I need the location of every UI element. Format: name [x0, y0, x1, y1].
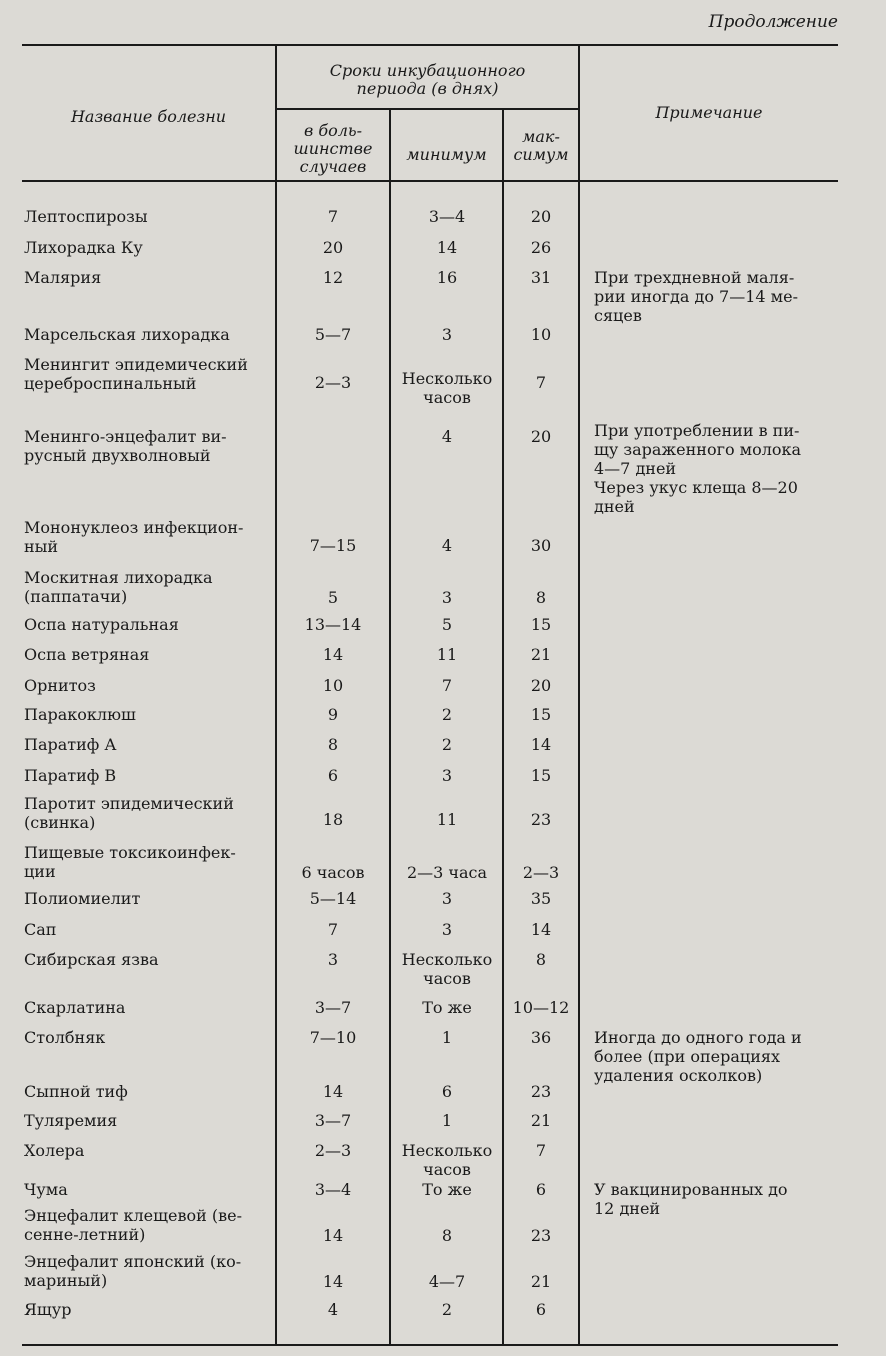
incubation-maximum-cell: 20: [530, 207, 552, 226]
incubation-most-cases-cell: 20: [322, 238, 344, 257]
incubation-most-cases-cell: 7: [327, 920, 339, 939]
incubation-most-cases-cell: 10: [322, 676, 344, 695]
incubation-minimum-cell: То же: [422, 998, 472, 1017]
incubation-minimum-cell: 6: [441, 1082, 453, 1101]
incubation-minimum-cell: 3: [441, 325, 453, 344]
incubation-minimum-cell: 2—3 часа: [406, 863, 488, 882]
incubation-most-cases-cell: 14: [322, 1082, 344, 1101]
disease-name-cell: Марсельская лихорадка: [24, 325, 230, 344]
col-header-max: мак- симум: [513, 127, 569, 164]
incubation-most-cases-cell: 5—14: [309, 889, 357, 908]
incubation-maximum-cell: 2—3: [522, 863, 560, 882]
incubation-most-cases-cell: 2—3: [314, 373, 352, 392]
incubation-maximum-cell: 23: [530, 1226, 552, 1245]
incubation-minimum-cell: 3: [441, 889, 453, 908]
incubation-maximum-cell: 31: [530, 268, 552, 287]
incubation-maximum-cell: 23: [530, 810, 552, 829]
note-cell: При трехдневной маля- рии иногда до 7—14 ме- сяцев: [594, 268, 798, 325]
incubation-most-cases-cell: 8: [327, 735, 339, 754]
disease-name-cell: Скарлатина: [24, 998, 126, 1017]
incubation-minimum-cell: 11: [436, 645, 458, 664]
incubation-minimum-cell: 14: [436, 238, 458, 257]
incubation-minimum-cell: 3—4: [428, 207, 466, 226]
incubation-minimum-cell: 3: [441, 766, 453, 785]
note-cell: При употреблении в пи- щу зараженного молока 4—7 дней Через укус клеща 8—20 дней: [594, 421, 802, 516]
incubation-minimum-cell: 1: [441, 1111, 453, 1130]
incubation-maximum-cell: 14: [530, 735, 552, 754]
disease-name-cell: Менингит эпидемический цереброспинальный: [24, 355, 248, 393]
incubation-most-cases-cell: 7—10: [309, 1028, 357, 1047]
incubation-maximum-cell: 10—12: [512, 998, 570, 1017]
incubation-most-cases-cell: 18: [322, 810, 344, 829]
incubation-most-cases-cell: 14: [322, 1272, 344, 1291]
note-cell: У вакцинированных до 12 дней: [594, 1180, 788, 1218]
incubation-maximum-cell: 36: [530, 1028, 552, 1047]
disease-name-cell: Чума: [24, 1180, 68, 1199]
incubation-most-cases-cell: 14: [322, 1226, 344, 1245]
incubation-maximum-cell: 26: [530, 238, 552, 257]
disease-name-cell: Малярия: [24, 268, 102, 287]
disease-name-cell: Москитная лихорадка (паппатачи): [24, 568, 213, 606]
incubation-most-cases-cell: 13—14: [304, 615, 362, 634]
col-header-min: минимум: [406, 145, 487, 164]
incubation-minimum-cell: 2: [441, 1300, 453, 1319]
disease-name-cell: Сибирская язва: [24, 950, 159, 969]
incubation-minimum-cell: 3: [441, 920, 453, 939]
incubation-minimum-cell: 16: [436, 268, 458, 287]
incubation-most-cases-cell: 3—4: [314, 1180, 352, 1199]
incubation-maximum-cell: 10: [530, 325, 552, 344]
incubation-minimum-cell: 2: [441, 735, 453, 754]
incubation-most-cases-cell: 5: [327, 588, 339, 607]
incubation-minimum-cell: 3: [441, 588, 453, 607]
incubation-most-cases-cell: 7: [327, 207, 339, 226]
disease-name-cell: Паратиф В: [24, 766, 117, 785]
incubation-maximum-cell: 23: [530, 1082, 552, 1101]
incubation-minimum-cell: 4: [441, 536, 453, 555]
col-header-most: в боль- шинстве случаев: [293, 121, 373, 176]
incubation-most-cases-cell: 3—7: [314, 1111, 352, 1130]
incubation-maximum-cell: 15: [530, 705, 552, 724]
incubation-minimum-cell: Несколько часов: [401, 950, 493, 988]
continuation-label: Продолжение: [708, 12, 838, 32]
incubation-most-cases-cell: 9: [327, 705, 339, 724]
incubation-most-cases-cell: 6: [327, 766, 339, 785]
incubation-minimum-cell: Несколько часов: [401, 369, 493, 407]
incubation-most-cases-cell: 5—7: [314, 325, 352, 344]
incubation-maximum-cell: 7: [535, 1141, 547, 1160]
disease-name-cell: Пищевые токсикоинфек- ции: [24, 843, 236, 881]
incubation-minimum-cell: То же: [422, 1180, 472, 1199]
disease-name-cell: Орнитоз: [24, 676, 96, 695]
incubation-minimum-cell: Несколько часов: [401, 1141, 493, 1179]
incubation-most-cases-cell: 2—3: [314, 1141, 352, 1160]
incubation-maximum-cell: 6: [535, 1180, 547, 1199]
disease-name-cell: Оспа натуральная: [24, 615, 179, 634]
disease-name-cell: Ящур: [24, 1300, 72, 1319]
incubation-maximum-cell: 14: [530, 920, 552, 939]
incubation-minimum-cell: 7: [441, 676, 453, 695]
disease-name-cell: Лихорадка Ку: [24, 238, 143, 257]
disease-name-cell: Паратиф А: [24, 735, 117, 754]
incubation-maximum-cell: 35: [530, 889, 552, 908]
disease-name-cell: Туляремия: [24, 1111, 118, 1130]
incubation-maximum-cell: 20: [530, 676, 552, 695]
disease-name-cell: Энцефалит японский (ко- мариный): [24, 1252, 242, 1290]
incubation-maximum-cell: 15: [530, 615, 552, 634]
incubation-maximum-cell: 20: [530, 427, 552, 446]
incubation-minimum-cell: 4: [441, 427, 453, 446]
incubation-minimum-cell: 5: [441, 615, 453, 634]
col-header-name: Название болезни: [70, 107, 227, 126]
incubation-maximum-cell: 15: [530, 766, 552, 785]
incubation-most-cases-cell: 12: [322, 268, 344, 287]
incubation-maximum-cell: 21: [530, 645, 552, 664]
incubation-most-cases-cell: 6 часов: [301, 863, 365, 882]
incubation-maximum-cell: 6: [535, 1300, 547, 1319]
incubation-most-cases-cell: 3: [327, 950, 339, 969]
disease-name-cell: Сап: [24, 920, 57, 939]
incubation-minimum-cell: 11: [436, 810, 458, 829]
disease-name-cell: Лептоспирозы: [24, 207, 148, 226]
disease-name-cell: Сыпной тиф: [24, 1082, 128, 1101]
incubation-most-cases-cell: 14: [322, 645, 344, 664]
disease-name-cell: Паротит эпидемический (свинка): [24, 794, 234, 832]
incubation-minimum-cell: 1: [441, 1028, 453, 1047]
disease-name-cell: Холера: [24, 1141, 85, 1160]
incubation-most-cases-cell: 3—7: [314, 998, 352, 1017]
disease-name-cell: Энцефалит клещевой (ве- сенне-летний): [24, 1206, 242, 1244]
incubation-most-cases-cell: 4: [327, 1300, 339, 1319]
incubation-maximum-cell: 30: [530, 536, 552, 555]
col-header-period-group: Сроки инкубационного периода (в днях): [329, 61, 526, 98]
disease-name-cell: Полиомиелит: [24, 889, 141, 908]
incubation-maximum-cell: 7: [535, 373, 547, 392]
note-cell: Иногда до одного года и более (при операциях удаления осколков): [594, 1028, 802, 1085]
incubation-maximum-cell: 8: [535, 950, 547, 969]
disease-name-cell: Мононуклеоз инфекцион- ный: [24, 518, 244, 556]
col-header-note: Примечание: [655, 103, 763, 122]
disease-name-cell: Оспа ветряная: [24, 645, 150, 664]
disease-name-cell: Паракоклюш: [24, 705, 136, 724]
incubation-minimum-cell: 8: [441, 1226, 453, 1245]
incubation-maximum-cell: 8: [535, 588, 547, 607]
incubation-maximum-cell: 21: [530, 1111, 552, 1130]
disease-name-cell: Столбняк: [24, 1028, 106, 1047]
incubation-most-cases-cell: 7—15: [309, 536, 357, 555]
disease-name-cell: Менинго-энцефалит ви- русный двухволновый: [24, 427, 227, 465]
incubation-minimum-cell: 2: [441, 705, 453, 724]
incubation-minimum-cell: 4—7: [428, 1272, 466, 1291]
incubation-maximum-cell: 21: [530, 1272, 552, 1291]
